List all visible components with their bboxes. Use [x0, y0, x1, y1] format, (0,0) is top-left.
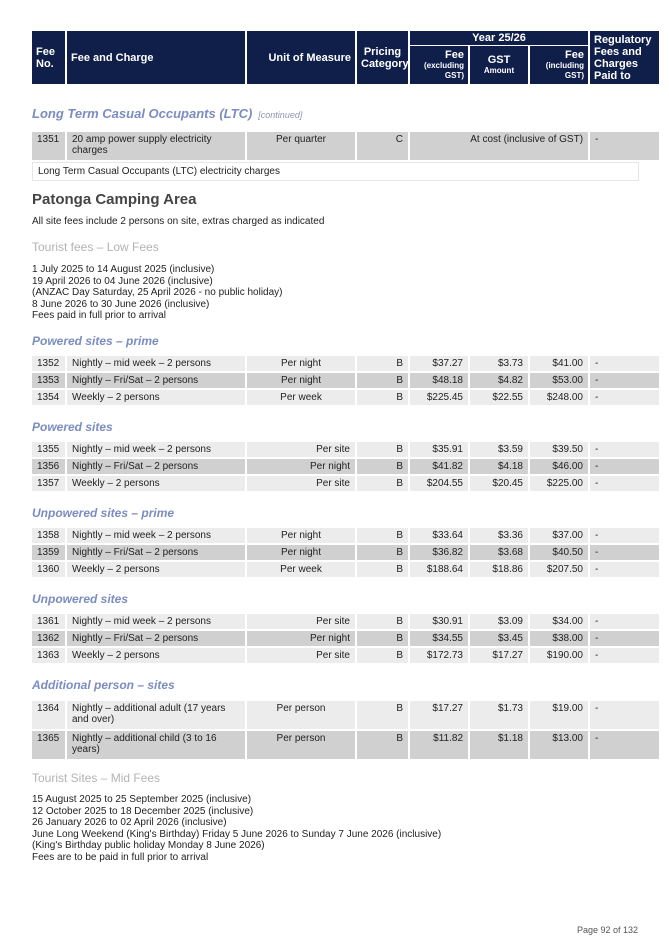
fee-excl-gst: $36.82	[410, 545, 470, 562]
group-title: Additional person – sites	[32, 678, 175, 692]
fee-number: 1352	[32, 356, 67, 373]
pricing-category: B	[357, 631, 410, 648]
regulatory-value: -	[590, 373, 659, 390]
fee-excl-gst: $33.64	[410, 528, 470, 545]
unit-of-measure: Per site	[247, 648, 357, 665]
gst-amount: $1.18	[470, 731, 530, 761]
unit-of-measure: Per site	[247, 614, 357, 631]
fee-number: 1355	[32, 442, 67, 459]
regulatory-value: -	[590, 562, 659, 579]
pricing-category: B	[357, 701, 410, 731]
table-row	[32, 701, 659, 731]
fee-excl-gst: $41.82	[410, 459, 470, 476]
mid-line: (King's Birthday public holiday Monday 8 June 2026)	[32, 840, 265, 851]
low-fees-text	[32, 264, 639, 322]
fee-number: 1359	[32, 545, 67, 562]
fee-incl-gst: $248.00	[530, 390, 590, 407]
unit-of-measure: Per night	[247, 459, 357, 476]
unit-of-measure: Per night	[247, 373, 357, 390]
table-row	[32, 648, 659, 665]
pricing-category: B	[357, 356, 410, 373]
group-additional-table	[32, 701, 639, 761]
fee-incl-gst: $40.50	[530, 545, 590, 562]
fee-incl-gst: $41.00	[530, 356, 590, 373]
header-regulatory: Regulatory Fees and Charges Paid to	[590, 31, 659, 84]
area-title: Patonga Camping Area	[32, 191, 197, 208]
group-powered-prime	[32, 334, 639, 348]
fee-excl-gst: $11.82	[410, 731, 470, 761]
regulatory-value: -	[590, 390, 659, 407]
regulatory-value: -	[590, 356, 659, 373]
fee-incl-gst: $207.50	[530, 562, 590, 579]
fee-at-cost: At cost (inclusive of GST)	[410, 132, 590, 162]
pricing-category: B	[357, 545, 410, 562]
unit-of-measure: Per night	[247, 356, 357, 373]
header-fee-excl: Fee (excluding GST)	[410, 46, 470, 84]
fee-number: 1353	[32, 373, 67, 390]
group-unpowered-prime-table	[32, 528, 639, 579]
low-fees-title: Tourist fees – Low Fees	[32, 240, 159, 254]
fee-description: Nightly – Fri/Sat – 2 persons	[67, 631, 247, 648]
pricing-category: B	[357, 648, 410, 665]
pricing-category: B	[357, 562, 410, 579]
gst-amount: $3.36	[470, 528, 530, 545]
fee-incl-gst: $38.00	[530, 631, 590, 648]
unit-of-measure: Per quarter	[247, 132, 357, 162]
fee-description: Weekly – 2 persons	[67, 390, 247, 407]
table-row	[32, 614, 659, 631]
gst-amount: $22.55	[470, 390, 530, 407]
group-powered-prime-table	[32, 356, 639, 407]
fee-number: 1365	[32, 731, 67, 761]
unit-of-measure: Per site	[247, 476, 357, 493]
fee-number: 1364	[32, 701, 67, 731]
ltc-section	[32, 106, 639, 121]
gst-amount: $4.18	[470, 459, 530, 476]
fee-excl-gst: $225.45	[410, 390, 470, 407]
gst-amount: $3.59	[470, 442, 530, 459]
fee-incl-gst: $13.00	[530, 731, 590, 761]
gst-amount: $18.86	[470, 562, 530, 579]
header-fee-incl: Fee (including GST)	[530, 46, 590, 84]
fee-description: Nightly – Fri/Sat – 2 persons	[67, 545, 247, 562]
fee-excl-gst: $188.64	[410, 562, 470, 579]
group-powered	[32, 420, 639, 434]
fee-description: Nightly – additional adult (17 years and over)	[67, 701, 247, 731]
pricing-category: B	[357, 614, 410, 631]
fee-number: 1360	[32, 562, 67, 579]
fee-incl-gst: $225.00	[530, 476, 590, 493]
fee-description: Weekly – 2 persons	[67, 648, 247, 665]
header-pricing-category: Pricing Category	[357, 31, 410, 84]
header-fee-no: Fee No.	[32, 31, 67, 84]
header-fee-and-charge: Fee and Charge	[67, 31, 247, 84]
fee-incl-gst: $39.50	[530, 442, 590, 459]
gst-amount: $1.73	[470, 701, 530, 731]
fee-description: Nightly – Fri/Sat – 2 persons	[67, 459, 247, 476]
group-additional	[32, 678, 639, 692]
page-number: Page 92 of 132	[576, 925, 638, 935]
regulatory-value: -	[590, 459, 659, 476]
table-row	[32, 442, 659, 459]
mid-line: 26 January 2026 to 02 April 2026 (inclusive)	[32, 817, 227, 828]
table-row	[32, 373, 659, 390]
header-year: Year 25/26	[410, 31, 590, 46]
ltc-note: Long Term Casual Occupants (LTC) electricity charges	[32, 162, 639, 181]
pricing-category: B	[357, 731, 410, 761]
fee-excl-gst: $48.18	[410, 373, 470, 390]
regulatory-value: -	[590, 614, 659, 631]
fee-excl-gst: $37.27	[410, 356, 470, 373]
regulatory-value: -	[590, 648, 659, 665]
pricing-category: B	[357, 528, 410, 545]
gst-amount: $3.45	[470, 631, 530, 648]
fee-description: Nightly – mid week – 2 persons	[67, 528, 247, 545]
area-intro: All site fees include 2 persons on site, extras charged as indicated	[32, 216, 325, 227]
mid-fees-text	[32, 794, 639, 863]
mid-line: 12 October 2025 to 18 December 2025 (inclusive)	[32, 805, 254, 817]
low-fees-block	[32, 240, 639, 254]
regulatory-value: -	[590, 132, 659, 162]
regulatory-value: -	[590, 701, 659, 731]
fee-excl-gst: $34.55	[410, 631, 470, 648]
fee-incl-gst: $37.00	[530, 528, 590, 545]
area-intro-block	[32, 216, 639, 228]
gst-amount: $4.82	[470, 373, 530, 390]
table-row	[32, 390, 659, 407]
header-gst: GST Amount	[470, 46, 530, 84]
unit-of-measure: Per site	[247, 442, 357, 459]
unit-of-measure: Per person	[247, 701, 357, 731]
patonga-section	[32, 191, 639, 208]
unit-of-measure: Per night	[247, 545, 357, 562]
fee-description: Nightly – mid week – 2 persons	[67, 614, 247, 631]
group-unpowered-table	[32, 614, 639, 665]
mid-fees-block	[32, 771, 639, 785]
fee-number: 1357	[32, 476, 67, 493]
gst-amount: $20.45	[470, 476, 530, 493]
fee-number: 1363	[32, 648, 67, 665]
unit-of-measure: Per night	[247, 631, 357, 648]
group-unpowered-prime	[32, 506, 639, 520]
fee-number: 1358	[32, 528, 67, 545]
fee-description: Nightly – additional child (3 to 16 years)	[67, 731, 247, 761]
fee-incl-gst: $53.00	[530, 373, 590, 390]
fee-excl-gst: $172.73	[410, 648, 470, 665]
pricing-category: C	[357, 132, 410, 162]
fee-number: 1361	[32, 614, 67, 631]
table-row	[32, 459, 659, 476]
low-line: (ANZAC Day Saturday, 25 April 2026 - no public holiday)	[32, 287, 283, 298]
fee-description: Nightly – mid week – 2 persons	[67, 442, 247, 459]
gst-amount: $17.27	[470, 648, 530, 665]
fee-description: Weekly – 2 persons	[67, 562, 247, 579]
unit-of-measure: Per person	[247, 731, 357, 761]
regulatory-value: -	[590, 631, 659, 648]
table-row	[32, 631, 659, 648]
unit-of-measure: Per night	[247, 528, 357, 545]
fee-description: Nightly – mid week – 2 persons	[67, 356, 247, 373]
pricing-category: B	[357, 459, 410, 476]
fee-incl-gst: $190.00	[530, 648, 590, 665]
gst-amount: $3.73	[470, 356, 530, 373]
low-line: 1 July 2025 to 14 August 2025 (inclusive)	[32, 264, 215, 275]
unit-of-measure: Per week	[247, 562, 357, 579]
table-row	[32, 562, 659, 579]
fee-description: Weekly – 2 persons	[67, 476, 247, 493]
low-line: 19 April 2026 to 04 June 2026 (inclusive)	[32, 275, 213, 287]
mid-line: 15 August 2025 to 25 September 2025 (inclusive)	[32, 794, 252, 805]
mid-line: June Long Weekend (King's Birthday) Friday 5 June 2026 to Sunday 7 June 2026 (inclusive)	[32, 828, 442, 840]
fee-excl-gst: $35.91	[410, 442, 470, 459]
fee-excl-gst: $17.27	[410, 701, 470, 731]
pricing-category: B	[357, 373, 410, 390]
gst-amount: $3.09	[470, 614, 530, 631]
ltc-table	[32, 132, 639, 181]
table-row	[32, 476, 659, 493]
regulatory-value: -	[590, 476, 659, 493]
fee-description: 20 amp power supply electricity charges	[67, 132, 247, 162]
group-title: Powered sites	[32, 420, 113, 434]
group-title: Powered sites – prime	[32, 334, 159, 348]
mid-fees-title: Tourist Sites – Mid Fees	[32, 771, 161, 785]
fee-number: 1354	[32, 390, 67, 407]
fee-number: 1362	[32, 631, 67, 648]
pricing-category: B	[357, 390, 410, 407]
regulatory-value: -	[590, 528, 659, 545]
fee-description: Nightly – Fri/Sat – 2 persons	[67, 373, 247, 390]
table-row	[32, 545, 659, 562]
fee-excl-gst: $204.55	[410, 476, 470, 493]
table-row	[32, 356, 659, 373]
fee-excl-gst: $30.91	[410, 614, 470, 631]
fee-incl-gst: $19.00	[530, 701, 590, 731]
group-unpowered	[32, 592, 639, 606]
pricing-category: B	[357, 476, 410, 493]
fee-incl-gst: $34.00	[530, 614, 590, 631]
table-row	[32, 528, 659, 545]
group-title: Unpowered sites	[32, 592, 129, 606]
fee-incl-gst: $46.00	[530, 459, 590, 476]
regulatory-value: -	[590, 442, 659, 459]
ltc-title: Long Term Casual Occupants (LTC) [continued]	[32, 106, 303, 121]
low-line: 8 June 2026 to 30 June 2026 (inclusive)	[32, 298, 210, 310]
fee-table-header	[32, 31, 652, 84]
low-line: Fees paid in full prior to arrival	[32, 310, 166, 321]
table-row	[32, 132, 659, 162]
group-title: Unpowered sites – prime	[32, 506, 175, 520]
mid-line: Fees are to be paid in full prior to arrival	[32, 851, 209, 863]
group-powered-table	[32, 442, 639, 493]
unit-of-measure: Per week	[247, 390, 357, 407]
header-unit-of-measure: Unit of Measure	[247, 31, 357, 84]
gst-amount: $3.68	[470, 545, 530, 562]
regulatory-value: -	[590, 731, 659, 761]
regulatory-value: -	[590, 545, 659, 562]
pricing-category: B	[357, 442, 410, 459]
table-row	[32, 731, 659, 761]
fee-number: 1356	[32, 459, 67, 476]
fee-number: 1351	[32, 132, 67, 162]
